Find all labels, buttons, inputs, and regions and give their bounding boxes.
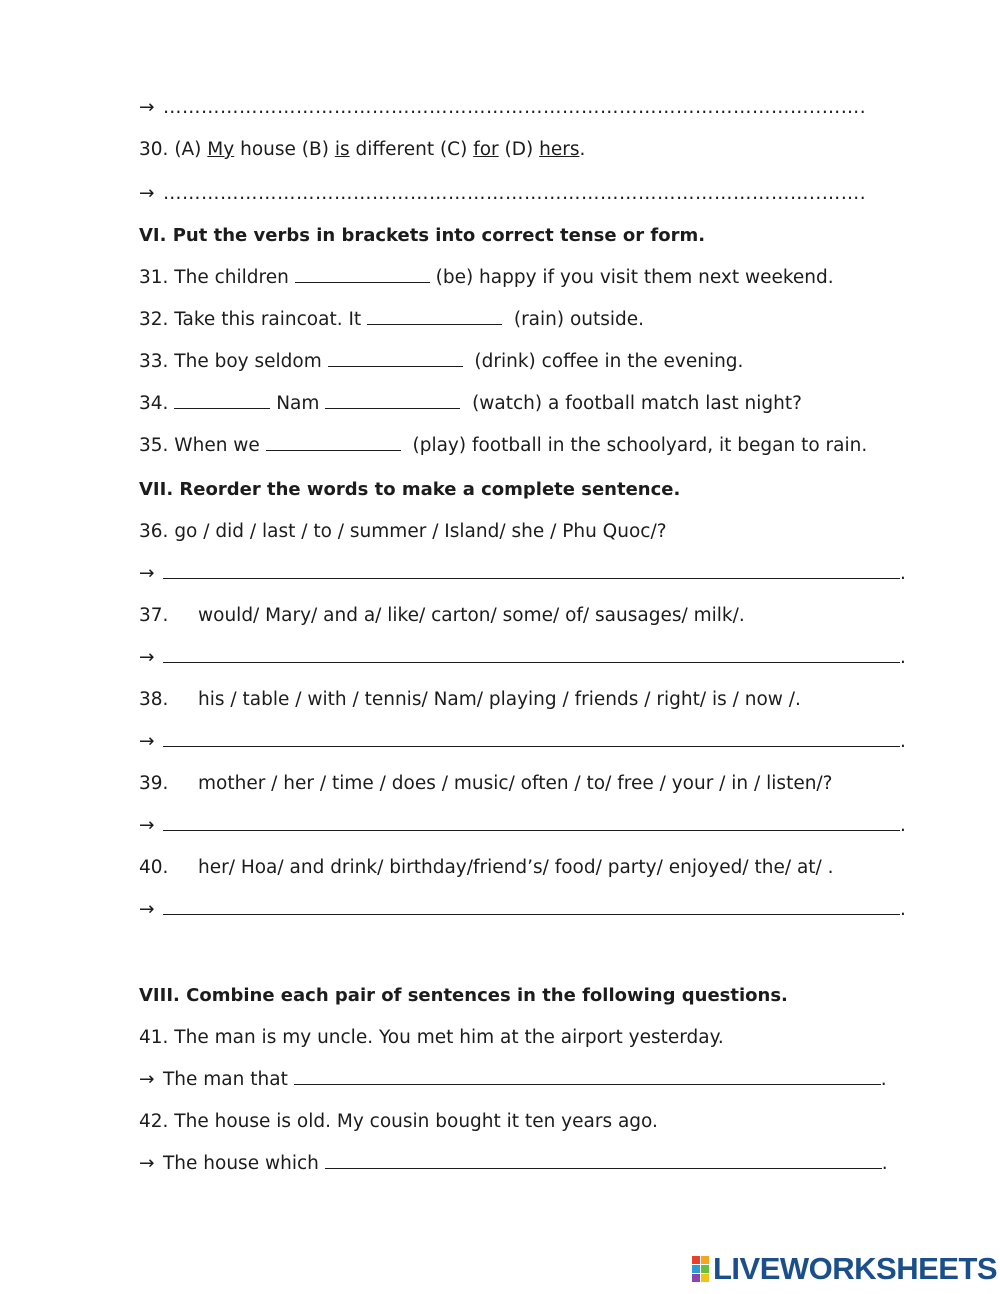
blank-35[interactable] (266, 449, 401, 451)
arrow-icon: → (139, 97, 155, 118)
option-a-word: My (207, 139, 235, 160)
arrow-icon: → (139, 563, 155, 584)
section-heading-6: VI. Put the verbs in brackets into correct tense or form. (139, 225, 706, 246)
answer-line-38[interactable]: → . (139, 731, 906, 752)
answer-line-36[interactable]: → . (139, 563, 906, 584)
question-37: 37. would/ Mary/ and a/ like/ carton/ some/ of/ sausages/ milk/. (139, 605, 745, 626)
question-39: 39. mother / her / time / does / music/ often / to/ free / your / in / listen/? (139, 773, 833, 794)
answer-line-39[interactable]: → . (139, 815, 906, 836)
blank-34b[interactable] (325, 407, 460, 409)
question-32: 32. Take this raincoat. It (rain) outside. (139, 309, 645, 330)
arrow-icon: → (139, 815, 155, 836)
blank-32[interactable] (367, 323, 502, 325)
arrow-icon: → (139, 1069, 155, 1090)
question-33: 33. The boy seldom (drink) coffee in the evening. (139, 351, 744, 372)
option-d-word: hers (539, 139, 580, 160)
answer-rule[interactable] (163, 577, 900, 579)
section-heading-7: VII. Reorder the words to make a complete sentence. (139, 479, 681, 500)
question-36: 36. go / did / last / to / summer / Island/ she / Phu Quoc/? (139, 521, 667, 542)
answer-line-37[interactable]: → . (139, 647, 906, 668)
dotted-answer: …………………………………………………………………………………………..……. (163, 97, 867, 118)
blank-31[interactable] (295, 281, 430, 283)
logo-text: LIVEWORKSHEETS (713, 1251, 998, 1286)
answer-line-30[interactable] (139, 183, 866, 204)
arrow-icon: → (139, 1153, 155, 1174)
answer-rule[interactable] (163, 661, 900, 663)
arrow-icon: → (139, 899, 155, 920)
answer-line-41[interactable]: → The man that . (139, 1069, 887, 1090)
question-42: 42. The house is old. My cousin bought it ten years ago. (139, 1111, 658, 1132)
option-c-word: for (473, 139, 499, 160)
option-b-word: is (334, 139, 350, 160)
blank-34a[interactable] (174, 407, 270, 409)
section-heading-8: VIII. Combine each pair of sentences in the following questions. (139, 985, 788, 1006)
blank-33[interactable] (328, 365, 463, 367)
answer-rule[interactable] (163, 745, 900, 747)
answer-rule[interactable] (325, 1167, 882, 1169)
answer-rule[interactable] (163, 829, 900, 831)
question-35: 35. When we (play) football in the schoolyard, it began to rain. (139, 435, 868, 456)
question-38: 38. his / table / with / tennis/ Nam/ playing / friends / right/ is / now /. (139, 689, 801, 710)
answer-line-40[interactable]: → . (139, 899, 906, 920)
arrow-icon: → (139, 731, 155, 752)
question-40: 40. her/ Hoa/ and drink/ birthday/friend’s/ food/ party/ enjoyed/ the/ at/ . (139, 857, 834, 878)
dotted-answer: …………………………………………………………………………………………..……. (163, 183, 867, 204)
answer-line-29[interactable] (139, 97, 866, 118)
question-34: 34. Nam (watch) a football match last night? (139, 393, 802, 414)
question-30: 30. (A) My house (B) is different (C) for (D) hers. (139, 139, 586, 160)
question-31: 31. The children (be) happy if you visit them next weekend. (139, 267, 834, 288)
arrow-icon: → (139, 183, 155, 204)
logo-mark-icon (692, 1256, 709, 1282)
answer-line-42[interactable]: → The house which . (139, 1153, 888, 1174)
liveworksheets-logo (692, 1253, 997, 1285)
question-41: 41. The man is my uncle. You met him at the airport yesterday. (139, 1027, 724, 1048)
arrow-icon: → (139, 647, 155, 668)
answer-rule[interactable] (163, 913, 900, 915)
answer-rule[interactable] (294, 1083, 881, 1085)
